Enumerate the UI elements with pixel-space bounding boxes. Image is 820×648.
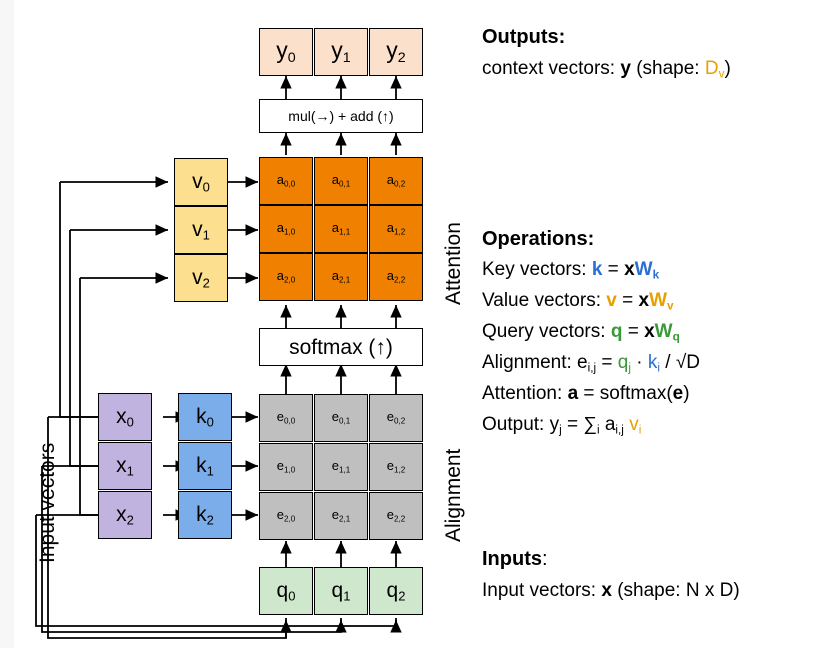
value-label-v0: $v_0$ — [192, 169, 210, 195]
alignment-cell-e21: $e_{2,1}$ — [314, 492, 368, 540]
alignment-cell-e12: $e_{1,2}$ — [369, 443, 423, 491]
legend-output-line: Output: $y_j = \sum_i$ $a_{i,j}$ $v_i$ — [482, 414, 642, 437]
mul-add-label: mul(→) + add (↑) — [288, 108, 394, 124]
output-label-y1: $y_1$ — [331, 36, 351, 66]
legend-op-key: Key vectors: $k = xW_k$ — [482, 259, 660, 282]
value-box-v1 — [174, 206, 228, 254]
alignment-cell-e10: $e_{1,0}$ — [259, 443, 313, 491]
input-box-x2: $x_2$ — [98, 491, 152, 539]
value-box-v0 — [174, 158, 228, 206]
legend-op-query: Query vectors: $q = xW_q$ — [482, 321, 680, 344]
input-box-x0: $x_0$ — [98, 393, 152, 441]
label-attention: Attention — [442, 222, 465, 305]
label-alignment: Alignment — [442, 448, 465, 542]
legend-attention-line: Attention: a = softmax(e) — [482, 383, 690, 404]
query-box-q0: $q_0$ — [259, 567, 313, 615]
output-label-y0: $y_0$ — [276, 36, 296, 66]
alignment-cell-e22: $e_{2,2}$ — [369, 492, 423, 540]
mul-add-operation-box — [259, 99, 423, 133]
output-label-y2: $y_2$ — [386, 36, 406, 66]
legend-operations-heading: Operations: — [482, 228, 595, 250]
attention-cell-a21: $a_{2,1}$ — [314, 253, 368, 301]
key-box-k2: $k_2$ — [178, 491, 232, 539]
legend-outputs-heading: Outputs: — [482, 26, 566, 48]
attention-cell-a00: $a_{0,0}$ — [259, 157, 313, 205]
output-box-y2 — [369, 28, 423, 76]
legend-outputs-line: context vectors: y (shape: $D_v$) — [482, 58, 731, 81]
attention-cell-a11: $a_{1,1}$ — [314, 205, 368, 253]
attention-cell-a20: $a_{2,0}$ — [259, 253, 313, 301]
attention-cell-a02: $a_{0,2}$ — [369, 157, 423, 205]
legend-inputs-line: Input vectors: x (shape: N x D) — [482, 580, 740, 601]
label-input-vectors: Input vectors — [36, 442, 59, 563]
softmax-label: softmax (↑) — [289, 335, 393, 359]
input-box-x1: $x_1$ — [98, 442, 152, 490]
output-box-y1 — [314, 28, 368, 76]
attention-cell-a01: $a_{0,1}$ — [314, 157, 368, 205]
alignment-cell-e20: $e_{2,0}$ — [259, 492, 313, 540]
value-label-v1: $v_1$ — [192, 217, 210, 243]
attention-cell-a22: $a_{2,2}$ — [369, 253, 423, 301]
query-box-q1: $q_1$ — [314, 567, 368, 615]
query-box-q2: $q_2$ — [369, 567, 423, 615]
alignment-cell-e11: $e_{1,1}$ — [314, 443, 368, 491]
alignment-cell-e01: $e_{0,1}$ — [314, 394, 368, 442]
legend-inputs-heading: Inputs: — [482, 548, 548, 570]
attention-cell-a10: $a_{1,0}$ — [259, 205, 313, 253]
legend-op-value: Value vectors: $v = xW_v$ — [482, 290, 674, 313]
attention-cell-a12: $a_{1,2}$ — [369, 205, 423, 253]
output-box-y0 — [259, 28, 313, 76]
alignment-cell-e00: $e_{0,0}$ — [259, 394, 313, 442]
value-box-v2 — [174, 254, 228, 302]
key-box-k0: $k_0$ — [178, 393, 232, 441]
softmax-operation-box — [259, 328, 423, 366]
alignment-cell-e02: $e_{0,2}$ — [369, 394, 423, 442]
value-label-v2: $v_2$ — [192, 265, 210, 291]
legend-alignment-line: Alignment: $e_{i,j} = q_j \cdot k_i / √D$ — [482, 352, 700, 375]
white-background-panel — [14, 0, 820, 648]
key-box-k1: $k_1$ — [178, 442, 232, 490]
